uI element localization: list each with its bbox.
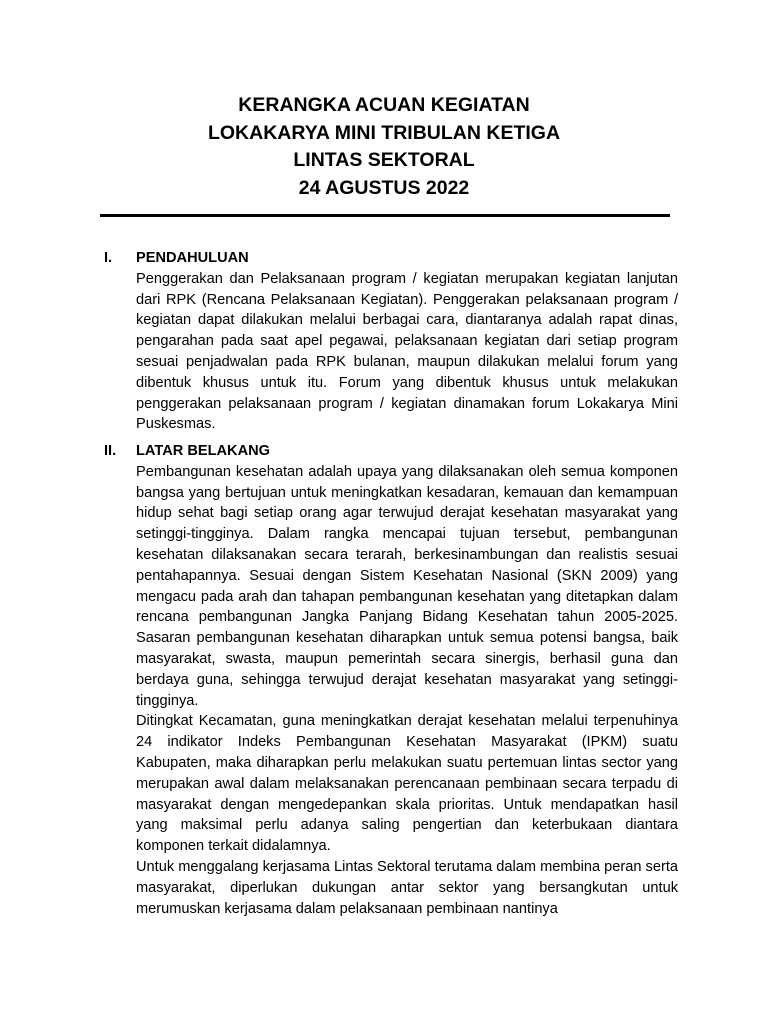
section-heading: LATAR BELAKANG <box>136 443 271 459</box>
section-number: I. <box>104 250 113 266</box>
title-divider <box>100 214 670 217</box>
section-body <box>136 462 678 920</box>
paragraph: Ditingkat Kecamatan, guna meningkatkan derajat kesehatan melalui terpenuhinya 24 indikator Indeks Pembangunan Kesehatan Masyarakat (IPKM) suatu Kabupaten, maka diharapkan perlu melakukan suatu pertemuan lintas sector yang merupakan awal dalam melaksanakan perencanaan pembinaan secara terpadu di masyarakat dengan mengedepankan skala prioritas. Untuk mendapatkan hasil yang maksimal perlu adanya saling pengertian dan keterbukaan diantara komponen terkait didalamnya. <box>136 713 678 855</box>
paragraph: Untuk menggalang kerjasama Lintas Sektoral terutama dalam membina peran serta masyarakat, diperlukan dukungan antar sektor yang bersangkutan untuk merumuskan kerjasama dalam pelaksanaan pembinaan nantinya <box>136 858 678 917</box>
title-line-2: LOKAKARYA MINI TRIBULAN KETIGA <box>207 121 561 144</box>
paragraph: Pembangunan kesehatan adalah upaya yang dilaksanakan oleh semua komponen bangsa yang bertujuan untuk meningkatkan kesadaran, kemauan dan kemampuan hidup sehat bagi setiap orang agar terwujud derajat kesehatan masyarakat yang setinggi-tingginya. Dalam rangka mencapai tujuan tersebut, pembangunan kesehatan dilaksanakan secara terarah, berkesinambungan dan realistis sesuai pentahapannya. Sesuai dengan Sistem Kesehatan Nasional (SKN 2009) yang mengacu pada arah dan tahapan pembangunan kesehatan yang ditetapkan dalam rencana pembangunan Jangka Panjang Bidang Kesehatan tahun 2005-2025. Sasaran pembangunan kesehatan diharapkan untuk semua potensi bangsa, baik masyarakat, swasta, maupun pemerintah secara sinergis, berhasil guna dan berdaya guna, sehingga terwujud derajat kesehatan masyarakat yang setinggi-tingginya. <box>136 463 678 709</box>
document-title <box>0 92 768 202</box>
title-line-3: LINTAS SEKTORAL <box>293 149 475 171</box>
paragraph: Penggerakan dan Pelaksanaan program / kegiatan merupakan kegiatan lanjutan dari RPK (Rencana Pelaksanaan Kegiatan). Penggerakan pelaksanaan program / kegiatan dapat dilakukan melalui berbagai cara, diantaranya adalah rapat dinas, pengarahan pada saat apel pegawai, pelaksanaan kegiatan dari setiap program sesuai penjadwalan pada RPK bulanan, maupun dilakukan melalui forum yang dibentuk khusus untuk itu. Forum yang dibentuk khusus untuk melakukan penggerakan pelaksanaan program / kegiatan dinamakan forum Lokakarya Mini Puskesmas. <box>136 270 678 433</box>
title-line-4: 24 AGUSTUS 2022 <box>298 176 470 199</box>
section-number: II. <box>104 443 117 459</box>
section-body <box>136 269 678 435</box>
section-heading: PENDAHULUAN <box>136 250 249 266</box>
title-line-1: KERANGKA ACUAN KEGIATAN <box>238 94 530 116</box>
